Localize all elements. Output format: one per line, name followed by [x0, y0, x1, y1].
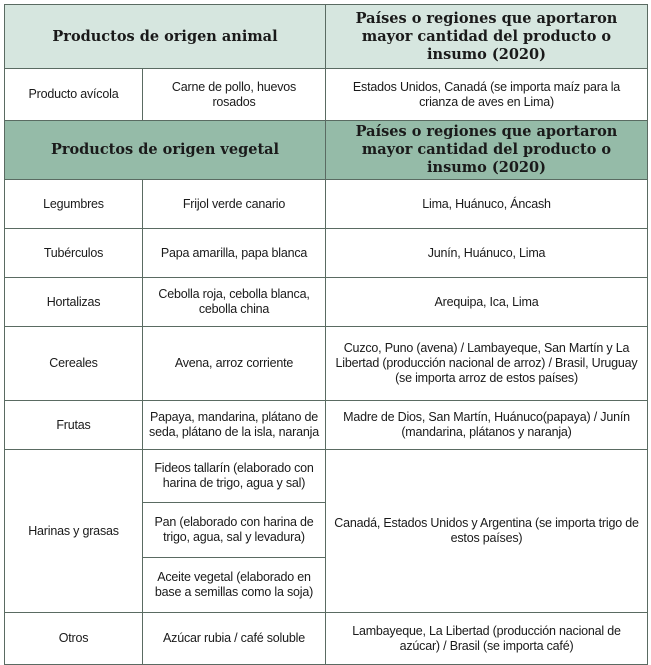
table-row	[5, 69, 648, 121]
row-products: Frijol verde canario	[143, 180, 326, 229]
row-category: Producto avícola	[5, 69, 143, 121]
row-products: Pan (elaborado con harina de trigo, agua, sal y levadura)	[143, 503, 326, 558]
animal-header-title: Productos de origen animal	[5, 5, 326, 69]
row-origin: Estados Unidos, Canadá (se importa maíz para la crianza de aves en Lima)	[326, 69, 648, 121]
table-row	[5, 327, 648, 401]
row-origin: Arequipa, Ica, Lima	[326, 278, 648, 327]
table-row	[5, 401, 648, 450]
row-category: Tubérculos	[5, 229, 143, 278]
row-products: Cebolla roja, cebolla blanca, cebolla china	[143, 278, 326, 327]
row-products: Carne de pollo, huevos rosados	[143, 69, 326, 121]
row-products: Avena, arroz corriente	[143, 327, 326, 401]
row-origin: Canadá, Estados Unidos y Argentina (se importa trigo de estos países)	[326, 450, 648, 613]
row-products: Papa amarilla, papa blanca	[143, 229, 326, 278]
row-origin: Cuzco, Puno (avena) / Lambayeque, San Martín y La Libertad (producción nacional de arroz) / Brasil, Uruguay (se importa arroz de estos países)	[326, 327, 648, 401]
vegetal-header-title: Productos de origen vegetal	[5, 121, 326, 180]
row-products: Fideos tallarín (elaborado con harina de trigo, agua y sal)	[143, 450, 326, 503]
origins-table	[4, 4, 648, 665]
row-origin: Lima, Huánuco, Áncash	[326, 180, 648, 229]
row-products: Aceite vegetal (elaborado en base a semillas como la soja)	[143, 558, 326, 613]
table-row	[5, 613, 648, 665]
row-products: Azúcar rubia / café soluble	[143, 613, 326, 665]
animal-header-origin: Países o regiones que aportaron mayor cantidad del producto o insumo (2020)	[326, 5, 648, 69]
animal-header-row	[5, 5, 648, 69]
row-category: Cereales	[5, 327, 143, 401]
row-category: Legumbres	[5, 180, 143, 229]
vegetal-header-row	[5, 121, 648, 180]
row-origin: Lambayeque, La Libertad (producción nacional de azúcar) / Brasil (se importa café)	[326, 613, 648, 665]
row-products: Papaya, mandarina, plátano de seda, plátano de la isla, naranja	[143, 401, 326, 450]
row-origin: Madre de Dios, San Martín, Huánuco(papaya) / Junín (mandarina, plátanos y naranja)	[326, 401, 648, 450]
table-row	[5, 229, 648, 278]
row-category: Otros	[5, 613, 143, 665]
row-origin: Junín, Huánuco, Lima	[326, 229, 648, 278]
table-row	[5, 450, 648, 503]
table-row	[5, 180, 648, 229]
vegetal-header-origin: Países o regiones que aportaron mayor cantidad del producto o insumo (2020)	[326, 121, 648, 180]
row-category: Frutas	[5, 401, 143, 450]
row-category: Hortalizas	[5, 278, 143, 327]
row-category: Harinas y grasas	[5, 450, 143, 613]
table-row	[5, 278, 648, 327]
